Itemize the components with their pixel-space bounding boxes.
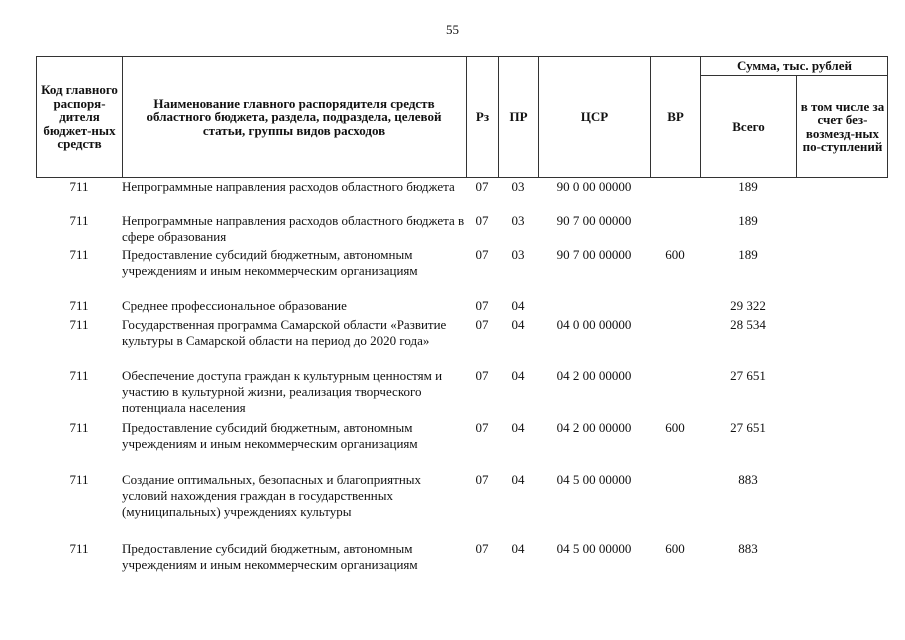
row-csr: 04 2 00 00000	[556, 368, 632, 383]
row-rz: 07	[475, 472, 489, 487]
row-pr: 04	[511, 472, 525, 487]
row-vsego: 189	[738, 179, 758, 194]
row-csr: 04 5 00 00000	[556, 541, 632, 556]
header-vtom: в том числе за счет без-возмезд-ных по-ступлений	[800, 98, 885, 154]
row-name: Предоставление субсидий бюджетным, автономным учреждениям и иным некоммерческим организациям	[122, 247, 418, 278]
row-vr: 600	[665, 420, 685, 435]
row-kod: 711	[69, 541, 89, 556]
row-rz: 07	[475, 247, 489, 262]
row-csr: 04 2 00 00000	[556, 420, 632, 435]
row-vr: 600	[665, 247, 685, 262]
row-name: Предоставление субсидий бюджетным, автономным учреждениям и иным некоммерческим организациям	[122, 541, 418, 572]
row-csr: 90 7 00 00000	[556, 247, 632, 262]
row-vsego: 27 651	[730, 368, 766, 383]
header-kod: Код главного распоря-дителя бюджет-ных средств	[41, 82, 118, 152]
row-csr: 90 0 00 00000	[556, 179, 632, 194]
header-vr: ВР	[667, 109, 684, 125]
row-vsego: 27 651	[730, 420, 766, 435]
row-rz: 07	[475, 298, 489, 313]
row-kod: 711	[69, 317, 89, 332]
header-vsego: Всего	[732, 118, 765, 134]
row-pr: 04	[511, 317, 525, 332]
row-kod: 711	[69, 247, 89, 262]
row-csr: 90 7 00 00000	[556, 213, 632, 228]
row-pr: 03	[511, 179, 525, 194]
row-vsego: 29 322	[730, 298, 766, 313]
row-name: Среднее профессиональное образование	[122, 298, 347, 313]
header-rz: Рз	[475, 109, 490, 125]
row-pr: 03	[511, 213, 525, 228]
row-kod: 711	[69, 472, 89, 487]
row-vr: 600	[665, 541, 685, 556]
row-kod: 711	[69, 213, 89, 228]
row-vsego: 28 534	[730, 317, 766, 332]
row-pr: 04	[511, 420, 525, 435]
row-name: Непрограммные направления расходов областного бюджета в сфере образования	[122, 213, 465, 244]
row-rz: 07	[475, 541, 489, 556]
row-pr: 04	[511, 298, 525, 313]
row-pr: 03	[511, 247, 525, 262]
row-csr: 04 5 00 00000	[556, 472, 632, 487]
row-name: Государственная программа Самарской области «Развитие культуры в Самарской области на период до 2020 года»	[122, 317, 447, 348]
header-pr: ПР	[509, 109, 528, 125]
row-vsego: 883	[738, 472, 758, 487]
row-name: Создание оптимальных, безопасных и благоприятных условий нахождения граждан в государственных (муниципальных) учреждениях культуры	[122, 472, 422, 519]
header-name: Наименование главного распорядителя средств областного бюджета, раздела, подраздела, целевой статьи, группы видов расходов	[146, 95, 442, 138]
row-rz: 07	[475, 420, 489, 435]
row-rz: 07	[475, 179, 489, 194]
row-kod: 711	[69, 179, 89, 194]
row-name: Предоставление субсидий бюджетным, автономным учреждениям и иным некоммерческим организациям	[122, 420, 418, 451]
row-vsego: 189	[738, 247, 758, 262]
row-name: Обеспечение доступа граждан к культурным ценностям и участию в культурной жизни, реализация творческого потенциала населения	[122, 368, 443, 415]
row-rz: 07	[475, 317, 489, 332]
header-summa: Сумма, тыс. рублей	[737, 58, 852, 74]
header-csr: ЦСР	[580, 109, 609, 125]
row-kod: 711	[69, 420, 89, 435]
row-kod: 711	[69, 368, 89, 383]
divider	[122, 56, 123, 178]
row-vsego: 189	[738, 213, 758, 228]
row-rz: 07	[475, 368, 489, 383]
row-csr: 04 0 00 00000	[556, 317, 632, 332]
row-name: Непрограммные направления расходов областного бюджета	[122, 179, 455, 194]
row-rz: 07	[475, 213, 489, 228]
row-vsego: 883	[738, 541, 758, 556]
row-pr: 04	[511, 541, 525, 556]
row-kod: 711	[69, 298, 89, 313]
page-number: 55	[446, 22, 459, 37]
row-pr: 04	[511, 368, 525, 383]
